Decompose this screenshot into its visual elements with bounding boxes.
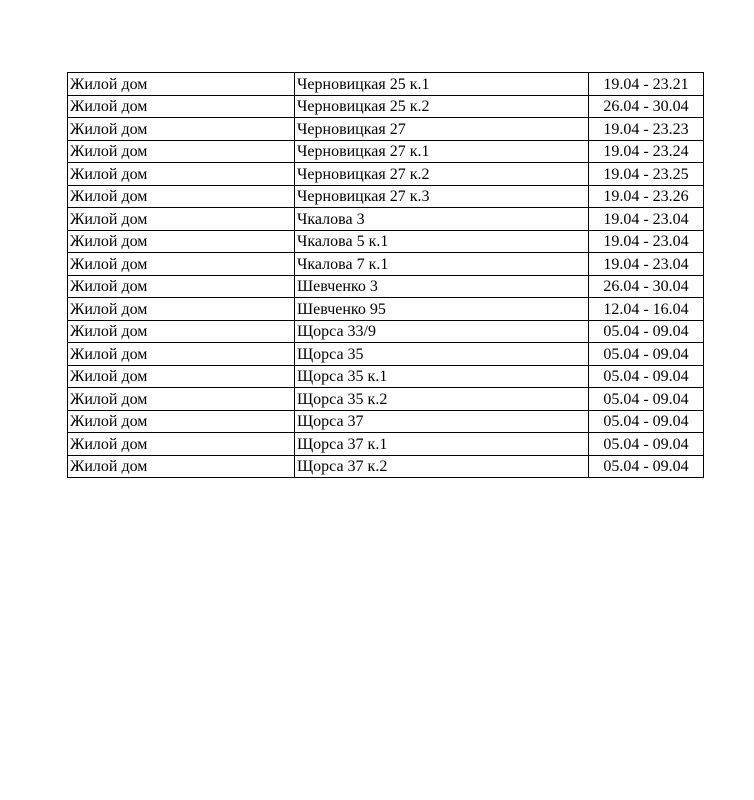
document-page (67, 72, 704, 478)
table-row (68, 388, 704, 411)
table-row (68, 253, 704, 276)
table-row (68, 455, 704, 478)
building-type-cell: Жилой дом (68, 455, 295, 478)
table-row (68, 365, 704, 388)
period-cell: 26.04 - 30.04 (589, 275, 704, 298)
building-type-cell: Жилой дом (68, 298, 295, 321)
table-row (68, 118, 704, 141)
building-type-cell: Жилой дом (68, 118, 295, 141)
building-type-cell: Жилой дом (68, 320, 295, 343)
table-row (68, 298, 704, 321)
address-cell: Шевченко 3 (295, 275, 589, 298)
table-row (68, 433, 704, 456)
period-cell: 12.04 - 16.04 (589, 298, 704, 321)
table-row (68, 163, 704, 186)
address-cell: Щорса 35 к.1 (295, 365, 589, 388)
period-cell: 26.04 - 30.04 (589, 95, 704, 118)
address-cell: Щорса 37 (295, 410, 589, 433)
building-type-cell: Жилой дом (68, 365, 295, 388)
building-type-cell: Жилой дом (68, 433, 295, 456)
table-row (68, 410, 704, 433)
building-type-cell: Жилой дом (68, 275, 295, 298)
building-type-cell: Жилой дом (68, 388, 295, 411)
address-cell: Черновицкая 27 (295, 118, 589, 141)
building-type-cell: Жилой дом (68, 73, 295, 96)
table-row (68, 208, 704, 231)
table-row (68, 275, 704, 298)
period-cell: 19.04 - 23.25 (589, 163, 704, 186)
building-type-cell: Жилой дом (68, 185, 295, 208)
address-cell: Чкалова 3 (295, 208, 589, 231)
address-cell: Черновицкая 27 к.3 (295, 185, 589, 208)
period-cell: 05.04 - 09.04 (589, 343, 704, 366)
building-type-cell: Жилой дом (68, 208, 295, 231)
table-row (68, 343, 704, 366)
period-cell: 05.04 - 09.04 (589, 388, 704, 411)
table-row (68, 185, 704, 208)
building-type-cell: Жилой дом (68, 140, 295, 163)
building-type-cell: Жилой дом (68, 230, 295, 253)
address-cell: Шевченко 95 (295, 298, 589, 321)
address-cell: Чкалова 5 к.1 (295, 230, 589, 253)
building-type-cell: Жилой дом (68, 253, 295, 276)
period-cell: 05.04 - 09.04 (589, 433, 704, 456)
table-row (68, 140, 704, 163)
period-cell: 19.04 - 23.21 (589, 73, 704, 96)
period-cell: 19.04 - 23.23 (589, 118, 704, 141)
schedule-table-body (68, 73, 704, 478)
building-type-cell: Жилой дом (68, 343, 295, 366)
address-cell: Черновицкая 27 к.1 (295, 140, 589, 163)
building-type-cell: Жилой дом (68, 410, 295, 433)
address-cell: Чкалова 7 к.1 (295, 253, 589, 276)
period-cell: 19.04 - 23.04 (589, 208, 704, 231)
period-cell: 19.04 - 23.24 (589, 140, 704, 163)
address-cell: Черновицкая 25 к.1 (295, 73, 589, 96)
period-cell: 19.04 - 23.26 (589, 185, 704, 208)
address-cell: Щорса 35 к.2 (295, 388, 589, 411)
period-cell: 05.04 - 09.04 (589, 455, 704, 478)
table-row (68, 230, 704, 253)
period-cell: 19.04 - 23.04 (589, 230, 704, 253)
building-type-cell: Жилой дом (68, 163, 295, 186)
table-row (68, 95, 704, 118)
period-cell: 05.04 - 09.04 (589, 365, 704, 388)
table-row (68, 73, 704, 96)
building-type-cell: Жилой дом (68, 95, 295, 118)
address-cell: Щорса 37 к.2 (295, 455, 589, 478)
address-cell: Щорса 37 к.1 (295, 433, 589, 456)
period-cell: 19.04 - 23.04 (589, 253, 704, 276)
address-cell: Черновицкая 25 к.2 (295, 95, 589, 118)
period-cell: 05.04 - 09.04 (589, 410, 704, 433)
address-cell: Щорса 33/9 (295, 320, 589, 343)
table-row (68, 320, 704, 343)
address-cell: Черновицкая 27 к.2 (295, 163, 589, 186)
schedule-table (67, 72, 704, 478)
period-cell: 05.04 - 09.04 (589, 320, 704, 343)
address-cell: Щорса 35 (295, 343, 589, 366)
